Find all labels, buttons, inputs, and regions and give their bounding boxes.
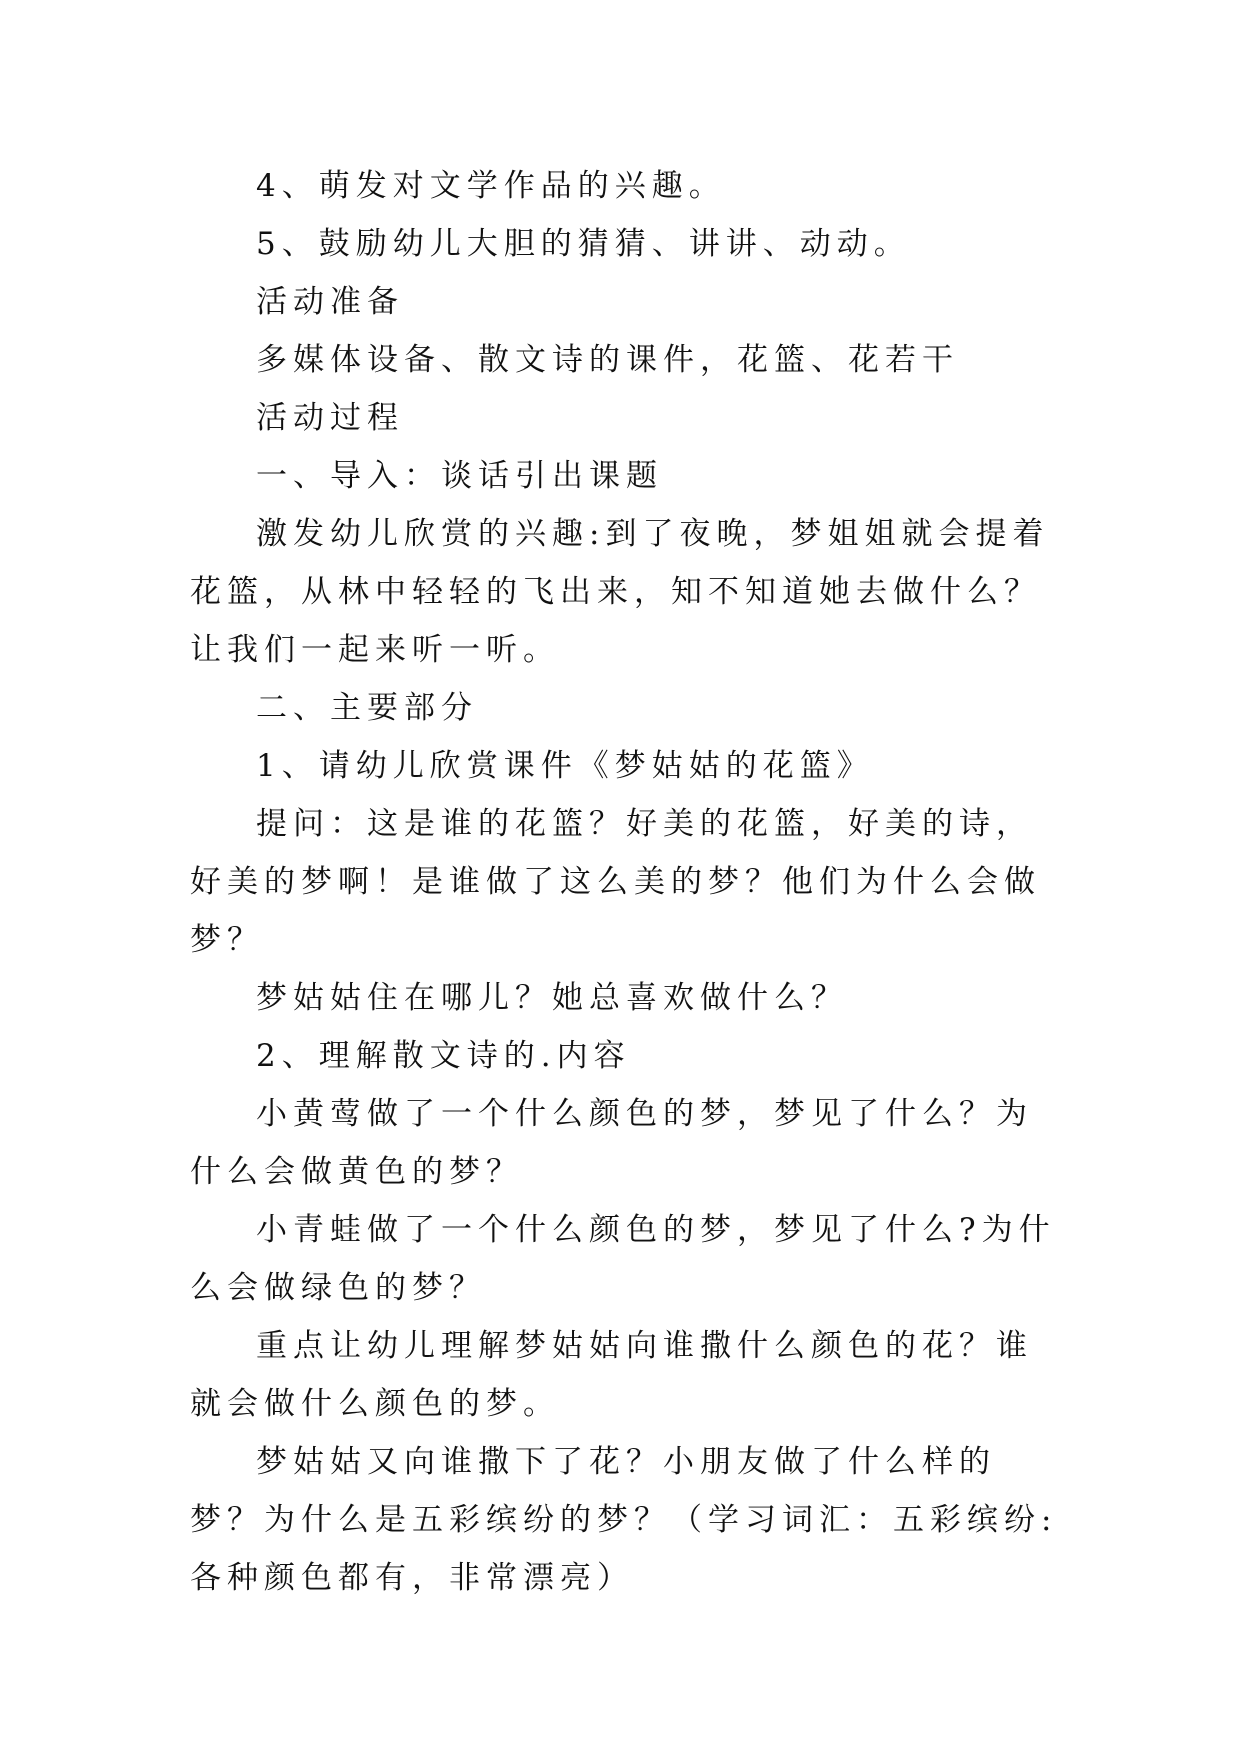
paragraph: 梦姑姑住在哪儿？她总喜欢做什么？: [256, 980, 848, 1016]
section-heading: 活动准备: [256, 284, 404, 320]
paragraph: 1、请幼儿欣赏课件《梦姑姑的花篮》: [256, 748, 874, 784]
paragraph: 激发幼儿欣赏的兴趣:到了夜晚，梦姐姐就会提着花篮，从林中轻轻的飞出来，知不知道她去做什么？让我们一起来听一听。: [190, 516, 1050, 668]
paragraph: 梦姑姑又向谁撒下了花？小朋友做了什么样的梦？为什么是五彩缤纷的梦？（学习词汇：五彩缤纷:各种颜色都有，非常漂亮）: [190, 1444, 1058, 1596]
paragraph: 提问：这是谁的花篮？好美的花篮，好美的诗，好美的梦啊！是谁做了这么美的梦？他们为什么会做梦？: [190, 806, 1041, 958]
document-body: [190, 157, 1060, 1607]
paragraph: 2、理解散文诗的.内容: [256, 1038, 631, 1074]
paragraph: 重点让幼儿理解梦姑姑向谁撒什么颜色的花？谁就会做什么颜色的梦。: [190, 1328, 1033, 1422]
paragraph: 小黄莺做了一个什么颜色的梦，梦见了什么？为什么会做黄色的梦？: [190, 1096, 1033, 1190]
subsection-heading: 二、主要部分: [256, 690, 478, 726]
subsection-heading: 一、导入：谈话引出课题: [256, 458, 663, 494]
paragraph: 多媒体设备、散文诗的课件，花篮、花若干: [256, 342, 959, 378]
paragraph: 4、萌发对文学作品的兴趣。: [256, 168, 726, 204]
section-heading: 活动过程: [256, 400, 404, 436]
paragraph: 小青蛙做了一个什么颜色的梦，梦见了什么?为什么会做绿色的梦？: [190, 1212, 1056, 1306]
paragraph: 5、鼓励幼儿大胆的猜猜、讲讲、动动。: [256, 226, 911, 262]
